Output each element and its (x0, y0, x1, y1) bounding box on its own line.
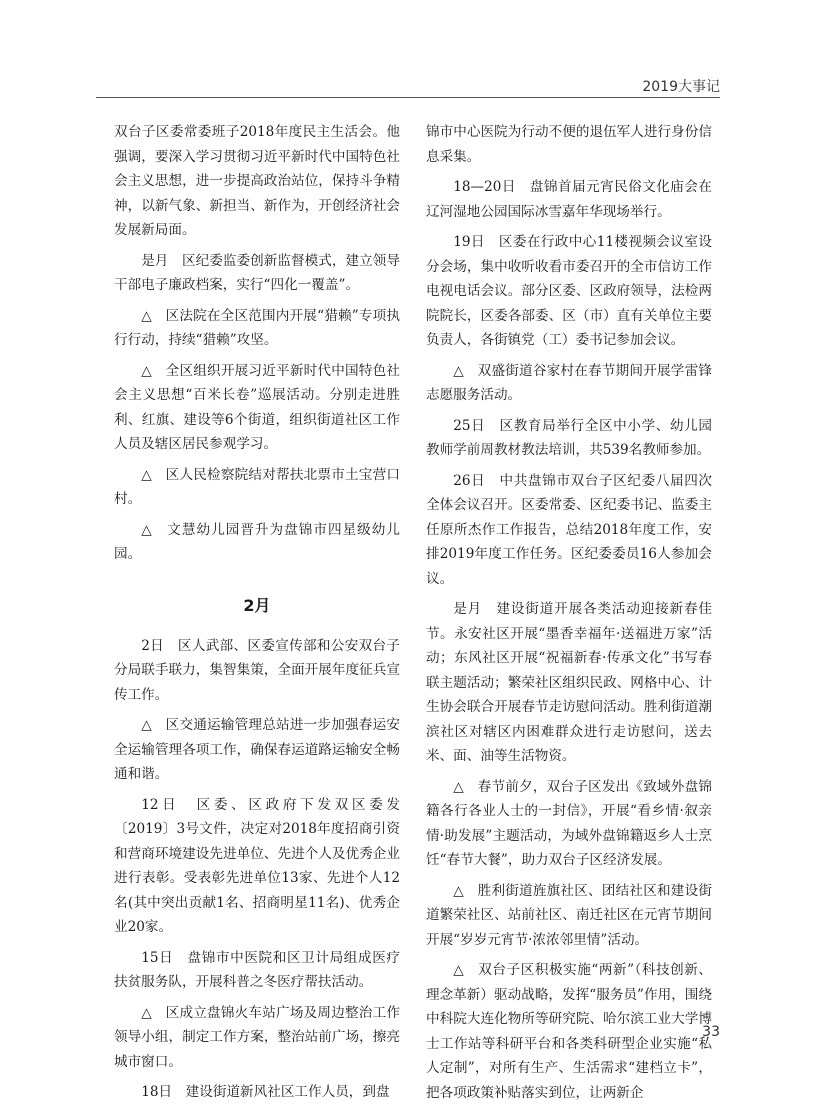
paragraph: 双台子区委常委班子2018年度民主生活会。他强调，要深入学习贯彻习近平新时代中国特色社会主义思想，进一步提高政治站位，保持斗争精神，以新气象、新担当、新作为，开创经济社会发展新局面。 (114, 124, 400, 238)
paragraph: 2日 区人武部、区委宣传部和公安双台子分局联手联力，集智集策，全面开展年度征兵宣传工作。 (114, 637, 400, 703)
paragraph: △ 双台子区积极实施“两新”（科技创新、理念革新）驱动战略，发挥“服务员”作用，围绕中科院大连化物所等研究院、哈尔滨工业大学博士工作站等科研平台和各类科研型企业实施“私人定制”，对所有生产、生活需求“建档立卡”，把各项政策补贴落实到位，让两新企 (426, 962, 712, 1101)
paragraph: 26日 中共盘锦市双台子区纪委八届四次全体会议召开。区委常委、区纪委书记、监委主任原所杰作工作报告，总结2018年度工作，安排2019年度工作任务。区纪委委员16人参加会议。 (426, 472, 712, 587)
paragraph: △ 胜利街道旌旗社区、团结社区和建设街道繁荣社区、站前社区、南迁社区在元宵节期间开展“岁岁元宵节·浓浓邻里情”活动。 (426, 882, 712, 948)
paragraph: 15日 盘锦市中医院和区卫计局组成医疗扶贫服务队，开展科普之冬医疗帮扶活动。 (114, 949, 400, 990)
paragraph: 18—20日 盘锦首届元宵民俗文化庙会在辽河湿地公园国际冰雪嘉年华现场举行。 (426, 179, 712, 220)
paragraph: △ 区法院在全区范围内开展“猎赖”专项执行行动，持续“猎赖”攻坚。 (114, 307, 400, 348)
paragraph: △ 区交通运输管理总站进一步加强春运安全运输管理各项工作，确保春运道路运输安全畅通和谐。 (114, 717, 400, 782)
paragraph: 是月 建设街道开展各类活动迎接新春佳节。永安社区开展“墨香幸福年·送福进万家”活动；东风社区开展“祝福新春·传承文化”书写春联主题活动；繁荣社区组织民政、网格中心、计生协会联合开展春节走访慰问活动。胜利街道潮滨社区对辖区内困难群众进行走访慰问，送去米、面、油等生活物资。 (426, 601, 712, 764)
running-head: 2019大事记 (642, 79, 720, 95)
paragraph: 锦市中心医院为行动不便的退伍军人进行身份信息采集。 (426, 124, 712, 165)
paragraph: △ 春节前夕，双台子区发出《致域外盘锦籍各行各业人士的一封信》，开展“看乡情·叙亲情·助发展”主题活动，为域外盘锦籍返乡人士烹饪“春节大餐”，助力双台子区经济发展。 (426, 778, 712, 868)
header-rule (96, 97, 720, 98)
paragraph: 19日 区委在行政中心11楼视频会议室设分会场，集中收听收看市委召开的全市信访工作电视电话会议。部分区委、区政府领导，法检两院院长，区委各部委、区（市）直有关单位主要负责人，各街镇党（工）委书记参加会议。 (426, 234, 712, 348)
paragraph: 25日 区教育局举行全区中小学、幼儿园教师学前周教材教法培训，共539名教师参加。 (426, 417, 712, 458)
paragraph: △ 双盛街道谷家村在春节期间开展学雷锋志愿服务活动。 (426, 362, 712, 403)
right-column (426, 120, 712, 1111)
paragraph: △ 文慧幼儿园晋升为盘锦市四星级幼儿园。 (114, 521, 400, 562)
paragraph: △ 区成立盘锦火车站广场及周边整治工作领导小组，制定工作方案，整治站前广场，擦亮城市窗口。 (114, 1004, 400, 1070)
paragraph: 18日 建设街道新风社区工作人员，到盘 (141, 1084, 390, 1100)
paragraph: 是月 区纪委监委创新监督模式，建立领导干部电子廉政档案，实行“四化一覆盖”。 (114, 252, 400, 293)
paragraph: 12日 区委、区政府下发双区委发〔2019〕3号文件，决定对2018年度招商引资和营商环境建设先进单位、先进个人及优秀企业进行表彰。受表彰先进单位13家、先进个人12名(其中突出贡献1名、招商明星11名)、优秀企业20家。 (114, 796, 400, 935)
page-number: 33 (702, 1024, 720, 1040)
paragraph: △ 全区组织开展习近平新时代中国特色社会主义思想“百米长卷”巡展活动。分别走进胜利、红旗、建设等6个街道，组织街道社区工作人员及辖区居民参观学习。 (114, 362, 400, 452)
paragraph: △ 区人民检察院结对帮扶北票市土宝营口村。 (114, 466, 400, 507)
month-heading: 2月 (243, 595, 271, 615)
left-column (114, 120, 400, 1111)
